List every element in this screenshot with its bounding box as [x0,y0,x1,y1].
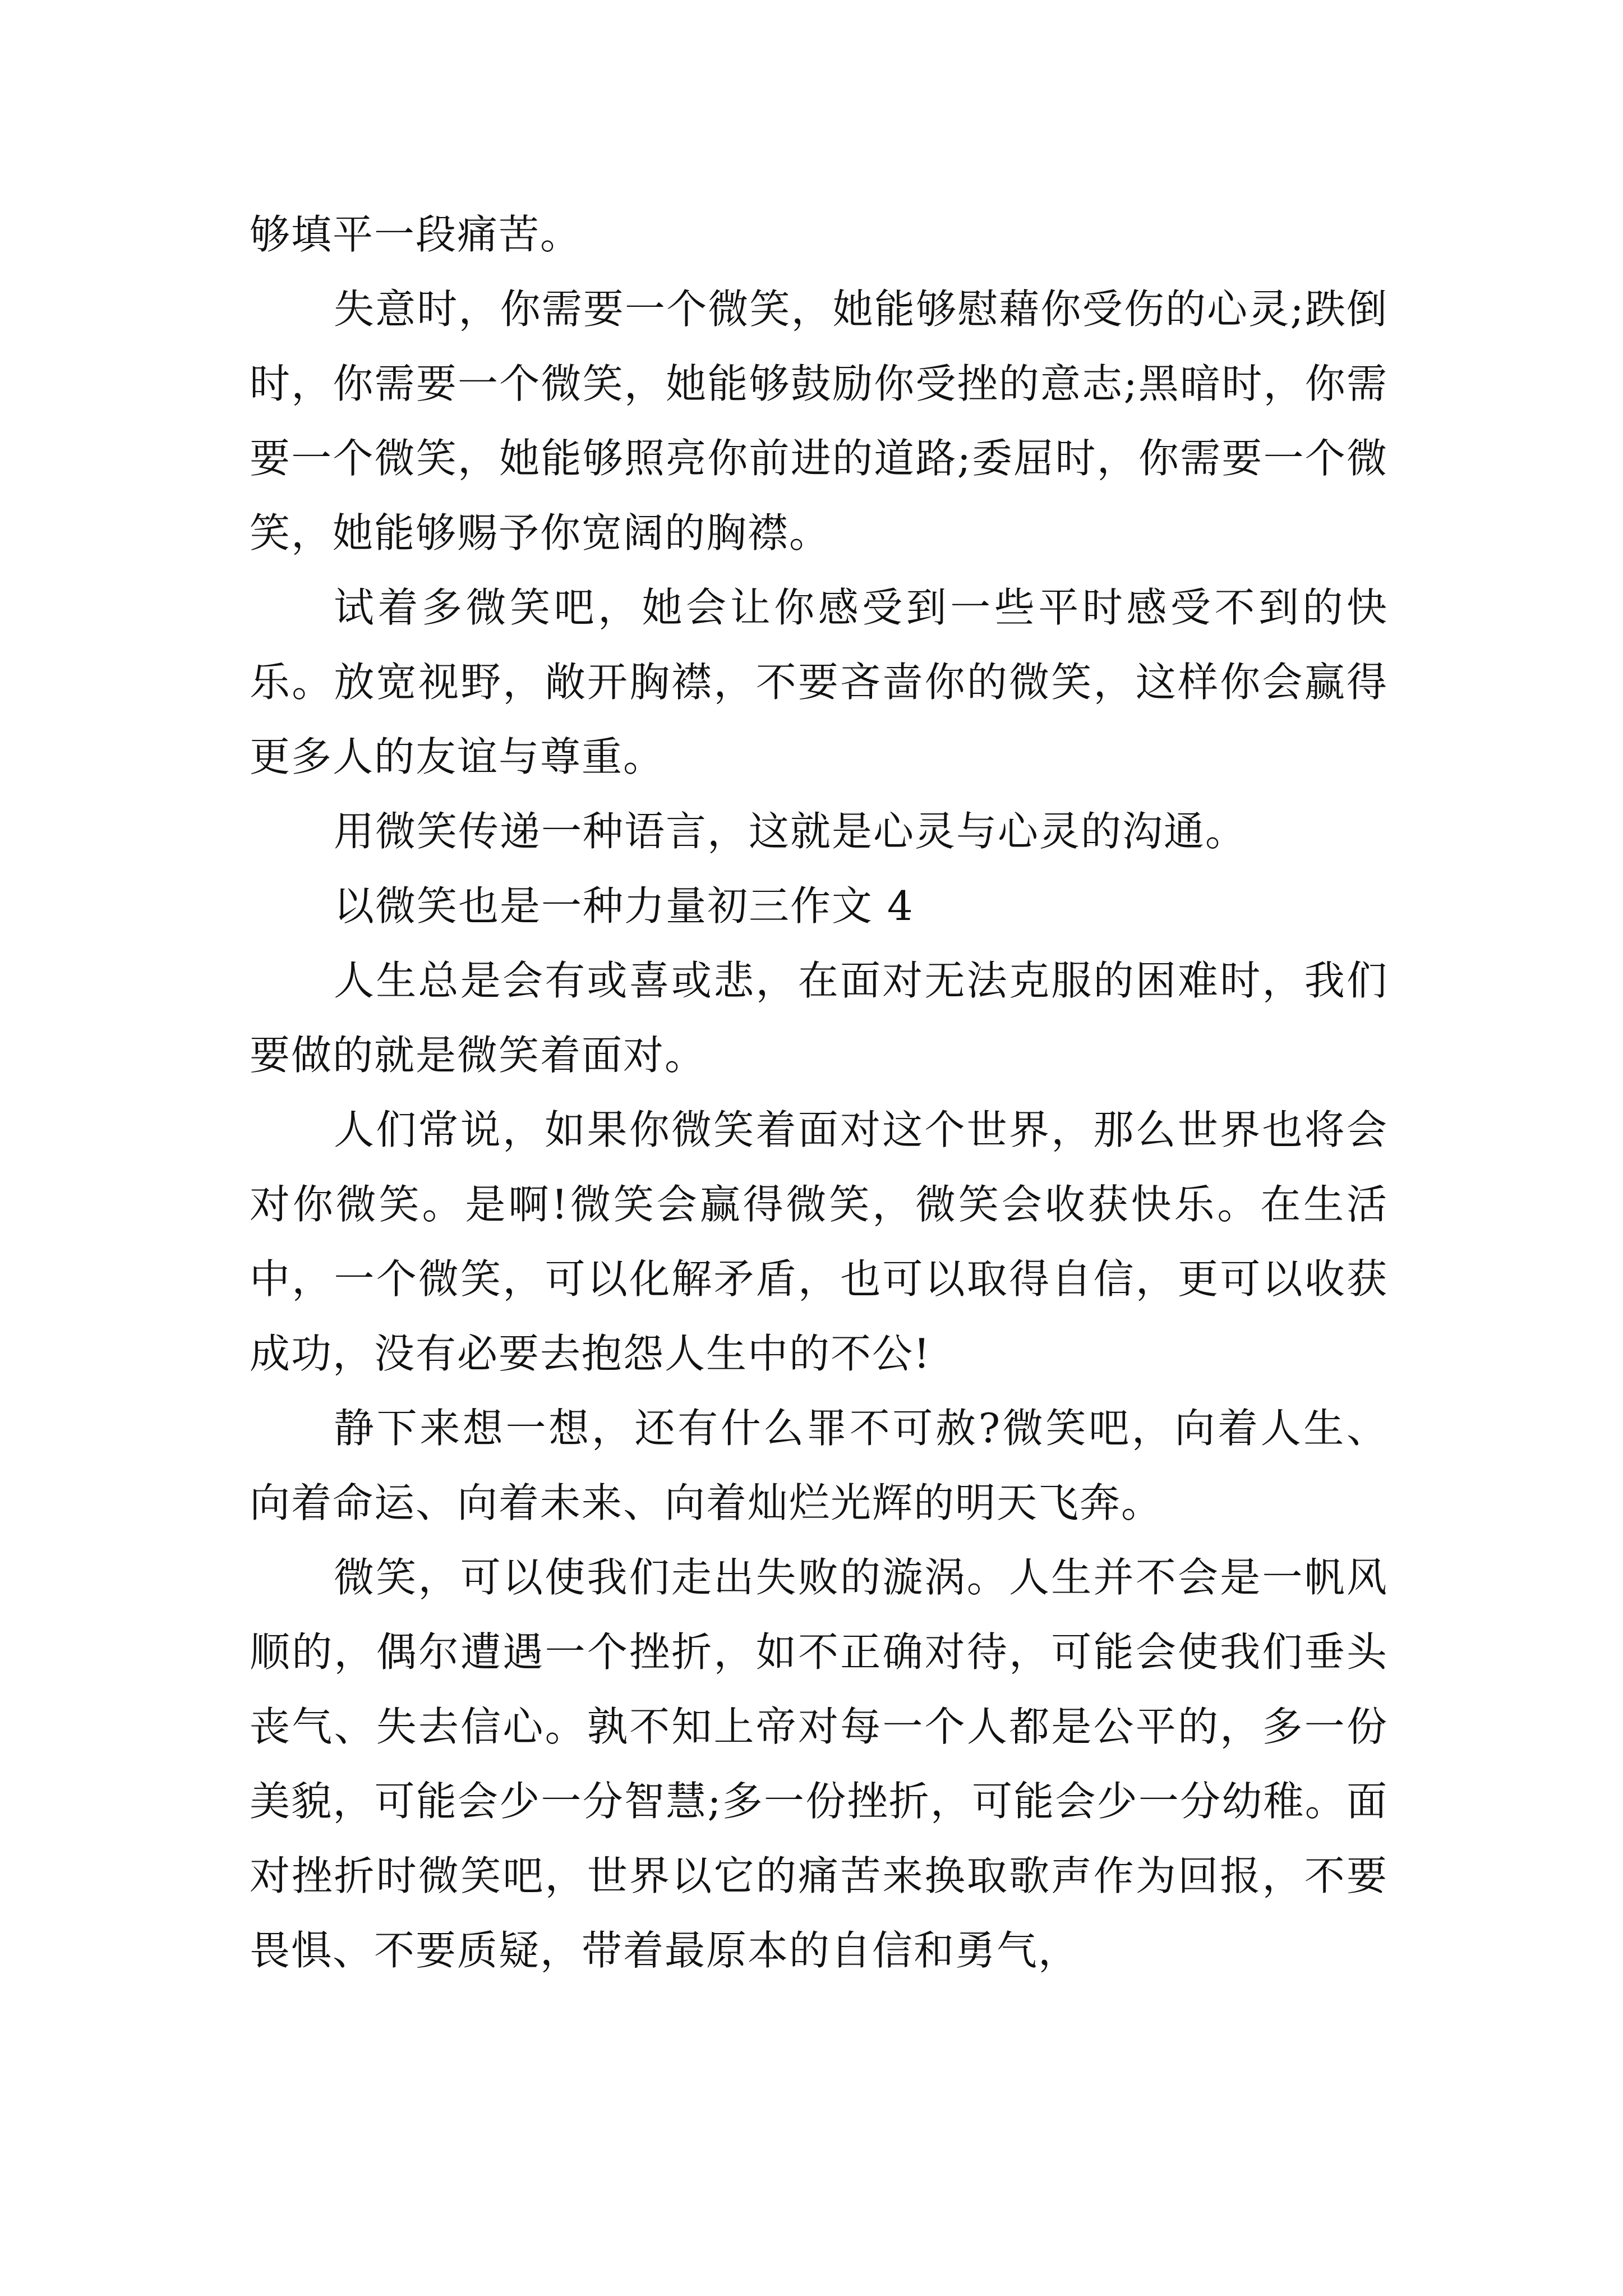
paragraph: 够填平一段痛苦。 [250,211,582,258]
paragraph: 用微笑传递一种语言，这就是心灵与心灵的沟通。 [334,808,1247,855]
paragraph: 静下来想一想，还有什么罪不可赦?微笑吧，向着人生、向着命运、向着未来、向着灿烂光辉的明天飞奔。 [250,1405,1388,1526]
section-heading: 以微笑也是一种力量初三作文 4 [334,882,914,930]
paragraph: 人生总是会有或喜或悲，在面对无法克服的困难时，我们要做的就是微笑着面对。 [250,957,1388,1079]
paragraph: 微笑，可以使我们走出失败的漩涡。人生并不会是一帆风顺的，偶尔遭遇一个挫折，如不正确对待，可能会使我们垂头丧气、失去信心。孰不知上帝对每一个人都是公平的，多一份美貌，可能会少一分智慧;多一份挫折，可能会少一分幼稚。面对挫折时微笑吧，世界以它的痛苦来换取歌声作为回报，不要畏惧、不要质疑，带着最原本的自信和勇气， [250,1554,1388,1974]
paragraph: 失意时，你需要一个微笑，她能够慰藉你受伤的心灵;跌倒时，你需要一个微笑，她能够鼓励你受挫的意志;黑暗时，你需要一个微笑，她能够照亮你前进的道路;委屈时，你需要一个微笑，她能够赐予你宽阔的胸襟。 [250,286,1388,556]
paragraph: 人们常说，如果你微笑着面对这个世界，那么世界也将会对你微笑。是啊!微笑会赢得微笑，微笑会收获快乐。在生活中，一个微笑，可以化解矛盾，也可以取得自信，更可以收获成功，没有必要去抱怨人生中的不公! [250,1106,1388,1377]
paragraph: 试着多微笑吧，她会让你感受到一些平时感受不到的快乐。放宽视野，敞开胸襟，不要吝啬你的微笑，这样你会赢得更多人的友谊与尊重。 [250,584,1388,780]
document-body [250,197,1388,1988]
